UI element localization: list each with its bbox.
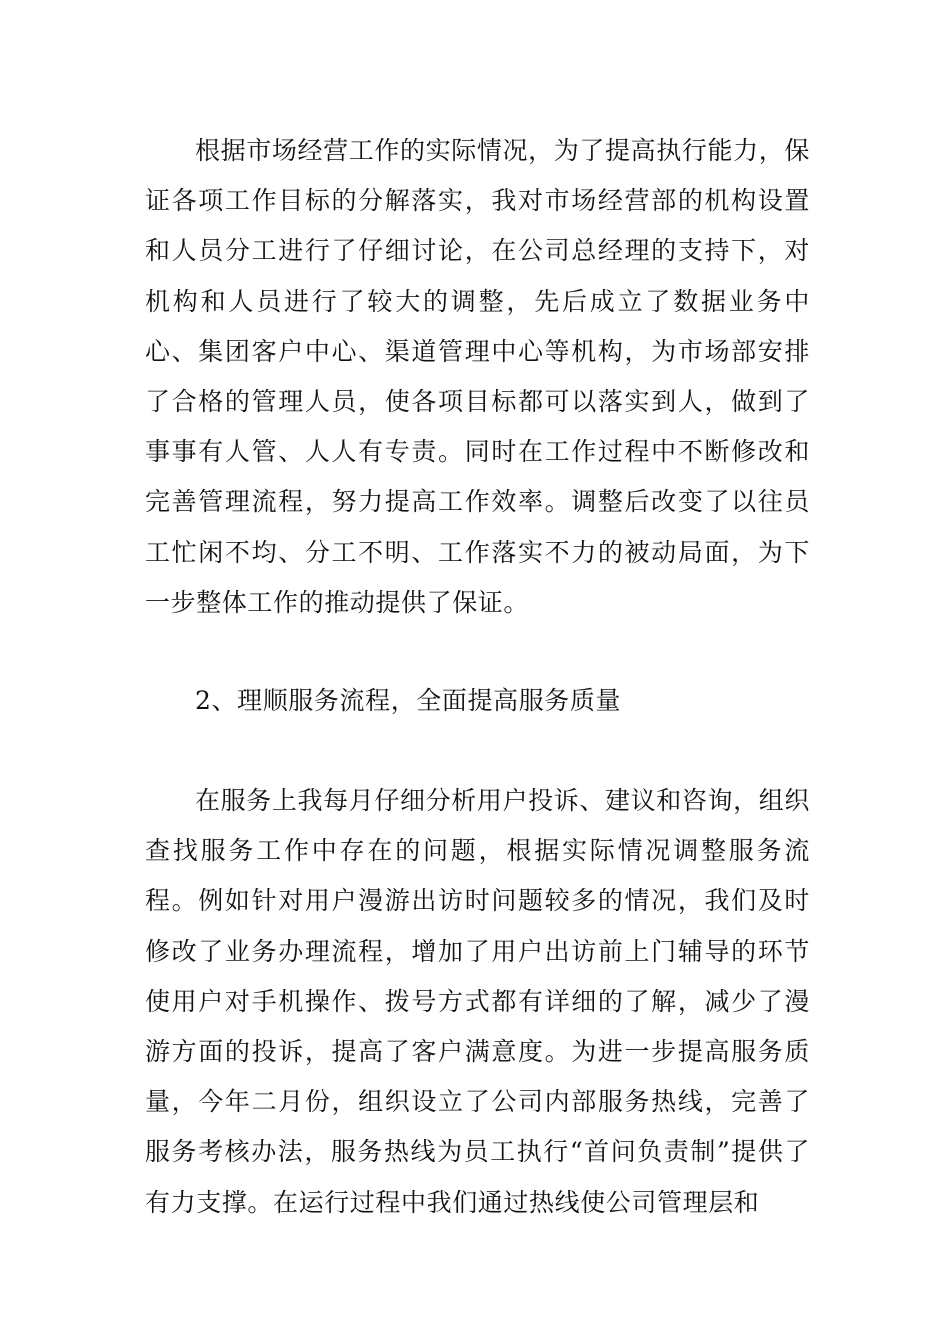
- body-paragraph-2: 在服务上我每月仔细分析用户投诉、建议和咨询，组织查找服务工作中存在的问题，根据实际情况调整服务流程。例如针对用户漫游出访时问题较多的情况，我们及时修改了业务办理流程，增加了用户出访前上门辅导的环节使用户对手机操作、拨号方式都有详细的了解，减少了漫游方面的投诉，提高了客户满意度。为进一步提高服务质量，今年二月份，组织设立了公司内部服务热线，完善了服务考核办法，服务热线为员工执行“首问负责制”提供了有力支撑。在运行过程中我们通过热线使公司管理层和: [145, 786, 810, 1217]
- section-heading: 2、理顺服务流程，全面提高服务质量: [195, 686, 622, 715]
- body-paragraph-1: 根据市场经营工作的实际情况，为了提高执行能力，保证各项工作目标的分解落实，我对市场经营部的机构设置和人员分工进行了仔细讨论，在公司总经理的支持下，对机构和人员进行了较大的调整，先后成立了数据业务中心、集团客户中心、渠道管理中心等机构，为市场部安排了合格的管理人员，使各项目标都可以落实到人，做到了事事有人管、人人有专责。同时在工作过程中不断修改和完善管理流程，努力提高工作效率。调整后改变了以往员工忙闲不均、分工不明、工作落实不力的被动局面，为下一步整体工作的推动提供了保证。: [145, 136, 810, 617]
